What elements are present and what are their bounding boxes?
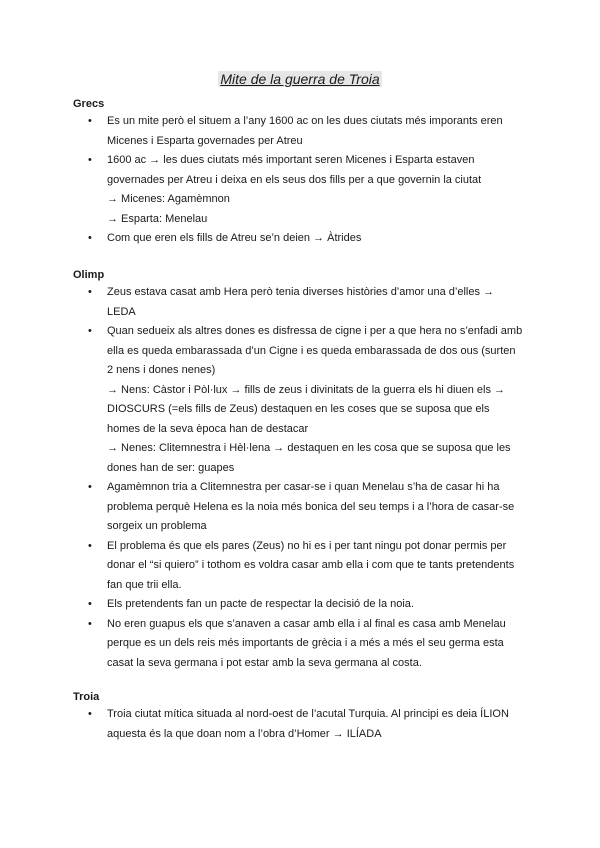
list-item [73,615,543,674]
line: → Esparta: Menelau [107,212,208,225]
line: perque es un dels reis més importants de grècia i a més a més el seu germa esta [107,637,504,649]
list-item [73,112,543,151]
line: → Nens: Càstor i Pòl·lux → fills de zeus i divinitats de la guerra els hi diuen els → [107,383,506,396]
line: donar el “si quiero” i tothom es voldra casar amb ella i com que te tants pretendents [107,559,515,571]
section-heading: Troia [73,691,100,703]
list-item [73,322,543,478]
line: • 1600 ac → les dues ciutats més important seren Micenes i Esparta estaven [107,154,475,166]
list-item [73,478,543,537]
list-item [73,283,543,322]
line: LEDA [107,305,136,318]
line: • Zeus estava casat amb Hera però tenia diverses històries d’amor una d’elles → [107,286,495,298]
line: → Nenes: Clitemnestra i Hèl·lena → destaquen en les cosa que se suposa que les [107,442,511,454]
line: • Troia ciutat mítica situada al nord-oest de l’acutal Turquia. Al principi es deia ÍLION [107,708,509,720]
bullet-list [73,283,543,673]
section-olimp [73,267,543,673]
line: homes de la seva època han de destacar [107,422,309,435]
line: problema perquè Helena es la noia més bonica del seu temps i a l’hora de casar-se [107,500,515,513]
section-troia [73,689,543,744]
bullet-list [73,112,543,249]
line: casat la seva germana i pot estar amb la seva germana al costa. [107,656,422,669]
page-title-text: Mite de la guerra de Troia [220,71,380,87]
bullet-list [73,705,543,744]
line: • Quan sedueix als altres dones es disfressa de cigne i per a que hera no s’enfadi amb [107,325,523,337]
line: Micenes i Esparta governades per Atreu [107,134,303,147]
line: → Micenes: Agamèmnon [107,193,230,205]
list-item [73,151,543,229]
line: dones han de ser: guapes [107,461,235,474]
line: 2 nens i dones nenes) [107,364,216,376]
line: aquesta és la que doan nom a l’obra d’Homer → ILÍADA [107,727,382,740]
line: • No eren guapus els que s’anaven a casar amb ella i al final es casa amb Menelau [107,617,506,630]
section-heading: Grecs [73,98,105,110]
line: • Es un mite però el situem a l’any 1600 ac on les dues ciutats més imporants eren [107,115,503,127]
line: • Els pretendents fan un pacte de respectar la decisió de la noia. [107,598,414,610]
section-grecs [73,96,543,249]
list-item [73,537,543,596]
line: • Agamèmnon tria a Clitemnestra per casar-se i quan Menelau s’ha de casar hi ha [107,481,500,493]
line: • Com que eren els fills de Atreu se’n deien → Àtrides [107,232,362,244]
line: sorgeix un problema [107,520,207,532]
line: governades per Atreu i deixa en els seus dos fills per a que governin la ciutat [107,173,482,186]
page-title [0,69,600,89]
line: DIOSCURS (=els fills de Zeus) destaquen en les coses que se suposa que els [107,403,490,415]
list-item [73,229,543,249]
line: fan que trii ella. [107,578,182,591]
line: ella es queda embarassada d’un Cigne i es queda embarassada de dos ous (surten [107,344,516,357]
line: • El problema és que els pares (Zeus) no hi es i per tant ningu pot donar permis per [107,539,507,552]
list-item [73,595,543,615]
list-item [73,705,543,744]
section-heading: Olimp [73,269,105,281]
